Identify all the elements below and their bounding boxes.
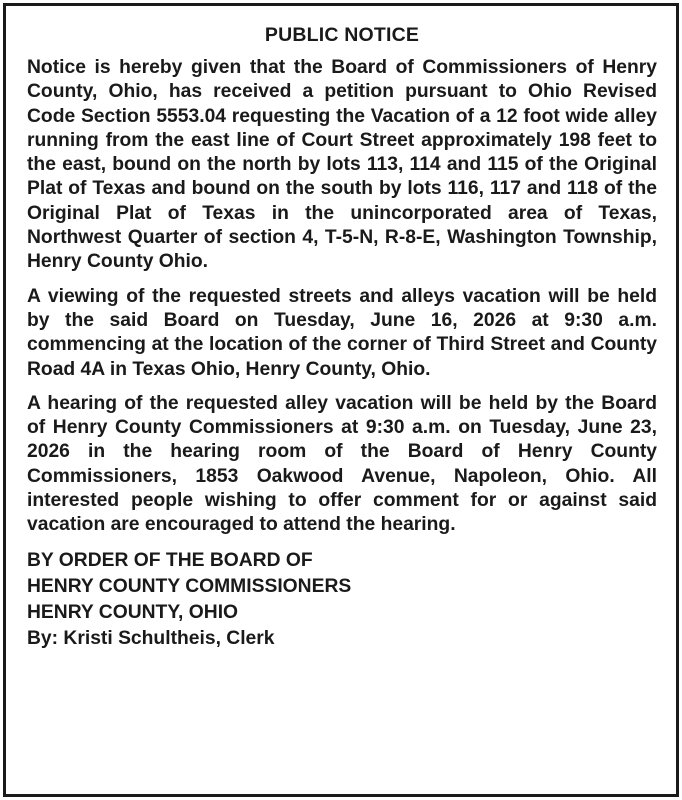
notice-title: PUBLIC NOTICE [264, 24, 420, 46]
notice-paragraph-hearing: A hearing of the requested alley vacation will be held by the Board of Henry County Commissioners at 9:30 a.m. on Tuesday, June 23, 2026 in the hearing room of the Board of Henry County Commissioners, 1853 Oakwood Avenue, Napoleon, Ohio. All interested people wishing to offer comment for or against said vacation are encouraged to attend the hearing. [27, 392, 657, 536]
signature-line-county: HENRY COUNTY, OHIO [27, 601, 239, 623]
notice-paragraph-petition: Notice is hereby given that the Board of Commissioners of Henry County, Ohio, has received a petition pursuant to Ohio Revised Code Section 5553.04 requesting the Vacation of a 12 foot wide alley running from the east line of Court Street approximately 198 feet to the east, bound on the north by lots 113, 114 and 115 of the Original Plat of Texas and bound on the south by lots 116, 117 and 118 of the Original Plat of Texas in the unincorporated area of Texas, Northwest Quarter of section 4, T-5-N, R-8-E, Washington Township, Henry County Ohio. [27, 57, 657, 273]
notice-paragraph-viewing: A viewing of the requested streets and alleys vacation will be held by the said Board on Tuesday, June 16, 2026 at 9:30 a.m. commencing at the location of the corner of Third Street and County Road 4A in Texas Ohio, Henry County, Ohio. [27, 285, 657, 380]
signature-block [27, 548, 657, 652]
signature-line-commissioners: HENRY COUNTY COMMISSIONERS [27, 575, 352, 597]
signature-line-clerk: By: Kristi Schultheis, Clerk [27, 627, 275, 649]
notice-content [27, 20, 657, 652]
public-notice-box [3, 3, 679, 797]
signature-line-order: BY ORDER OF THE BOARD OF [27, 549, 313, 571]
